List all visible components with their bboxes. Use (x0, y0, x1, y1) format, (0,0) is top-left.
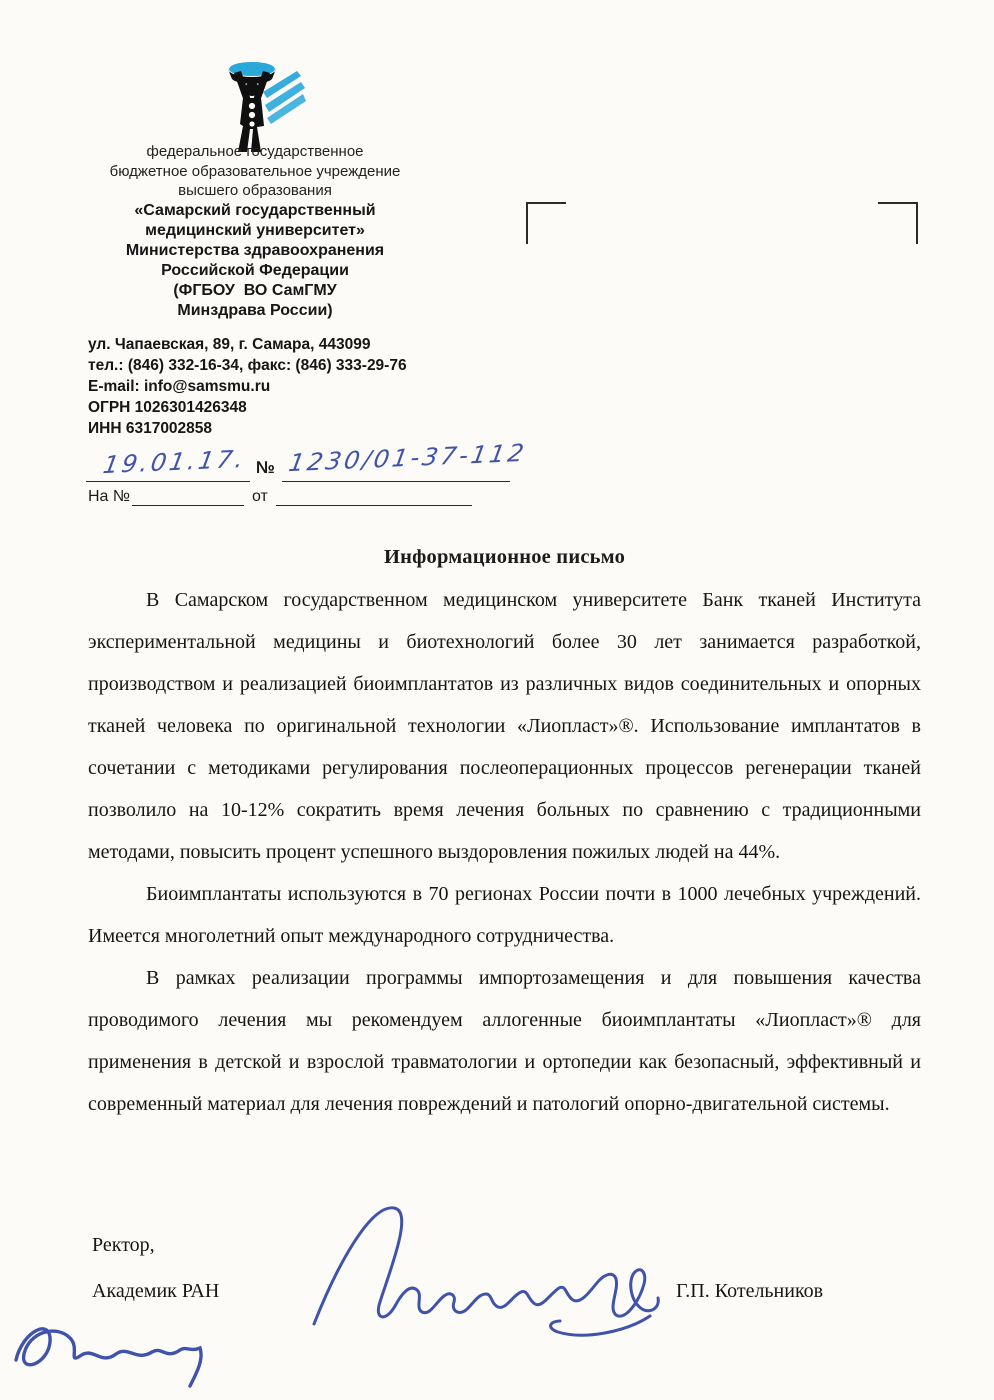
recipient-corner-mark-left (526, 202, 566, 244)
paragraph: В Самарском государственном медицинском университете Банк тканей Института экспериментальной медицины и биотехнологий более 30 лет занимается разработкой, производством и реализацией биоимплантатов из различных видов соединительных и опорных тканей человека по оригинальной технологии «Лиопласт»®. Использование имплантатов в сочетании с методиками регулирования послеоперационных процессов регенерации тканей позволило на 10-12% сократить время лечения больных по сравнению с традиционными методами, повысить процент успешного выздоровления пожилых людей на 44%. (88, 589, 921, 863)
organization-name-block (0, 142, 510, 321)
email-line: E-mail: info@samsmu.ru (88, 378, 271, 395)
org-line: (ФГБОУ ВО СамГМУ (173, 281, 337, 299)
org-line: медицинский университет» (145, 221, 365, 239)
reply-from-label: от (252, 488, 268, 505)
handwritten-outgoing-number: 1230/01-37-112 (286, 438, 529, 478)
phone-line: тел.: (846) 332-16-34, факс: (846) 333-29-76 (88, 357, 407, 374)
signer-role-line1: Ректор, (92, 1234, 155, 1256)
reply-date-line (276, 505, 472, 506)
org-line: высшего образования (178, 182, 332, 199)
reply-number-line (132, 505, 244, 506)
signer-name: Г.П. Котельников (676, 1280, 824, 1302)
university-logo (0, 58, 510, 154)
org-line: Российской Федерации (161, 261, 349, 279)
number-line (282, 481, 510, 482)
handwritten-date: 19.01.17. (101, 444, 249, 480)
org-line: Минздрава России) (177, 301, 333, 319)
org-line: «Самарский государственный (134, 201, 376, 219)
bottom-left-ink-scribble (4, 1308, 244, 1400)
org-line: федеральное государственное (146, 143, 364, 160)
org-line: бюджетное образовательное учреждение (109, 162, 401, 180)
paragraph: В рамках реализации программы импортозамещения и для повышения качества проводимого лечения мы рекомендуем аллогенные биоимплантаты «Лиопласт»® для применения в детской и взрослой травматологии и ортопедии как безопасный, эффективный и современный материал для лечения повреждений и патологий опорно-двигательной системы. (88, 967, 921, 1115)
letter-body (88, 546, 921, 1125)
org-line: Министерства здравоохранения (125, 241, 385, 259)
address-line: ул. Чапаевская, 89, г. Самара, 443099 (88, 336, 371, 353)
university-logo-icon (203, 58, 307, 154)
contacts-block (88, 334, 568, 439)
inn-line: ИНН 6317002858 (88, 420, 213, 437)
ogrn-line: ОГРН 1026301426348 (88, 399, 247, 416)
date-line (86, 481, 250, 482)
recipient-corner-mark-right (878, 202, 918, 244)
number-label: № (256, 458, 275, 477)
signer-role-line2: Академик РАН (92, 1280, 220, 1302)
letter-title: Информационное письмо (383, 546, 626, 568)
reply-to-label: На № (88, 488, 131, 505)
rector-signature-autograph (296, 1196, 688, 1346)
paragraph: Биоимплантаты используются в 70 регионах России почти в 1000 лечебных учреждений. Имеется многолетний опыт международного сотрудничества. (88, 883, 921, 947)
